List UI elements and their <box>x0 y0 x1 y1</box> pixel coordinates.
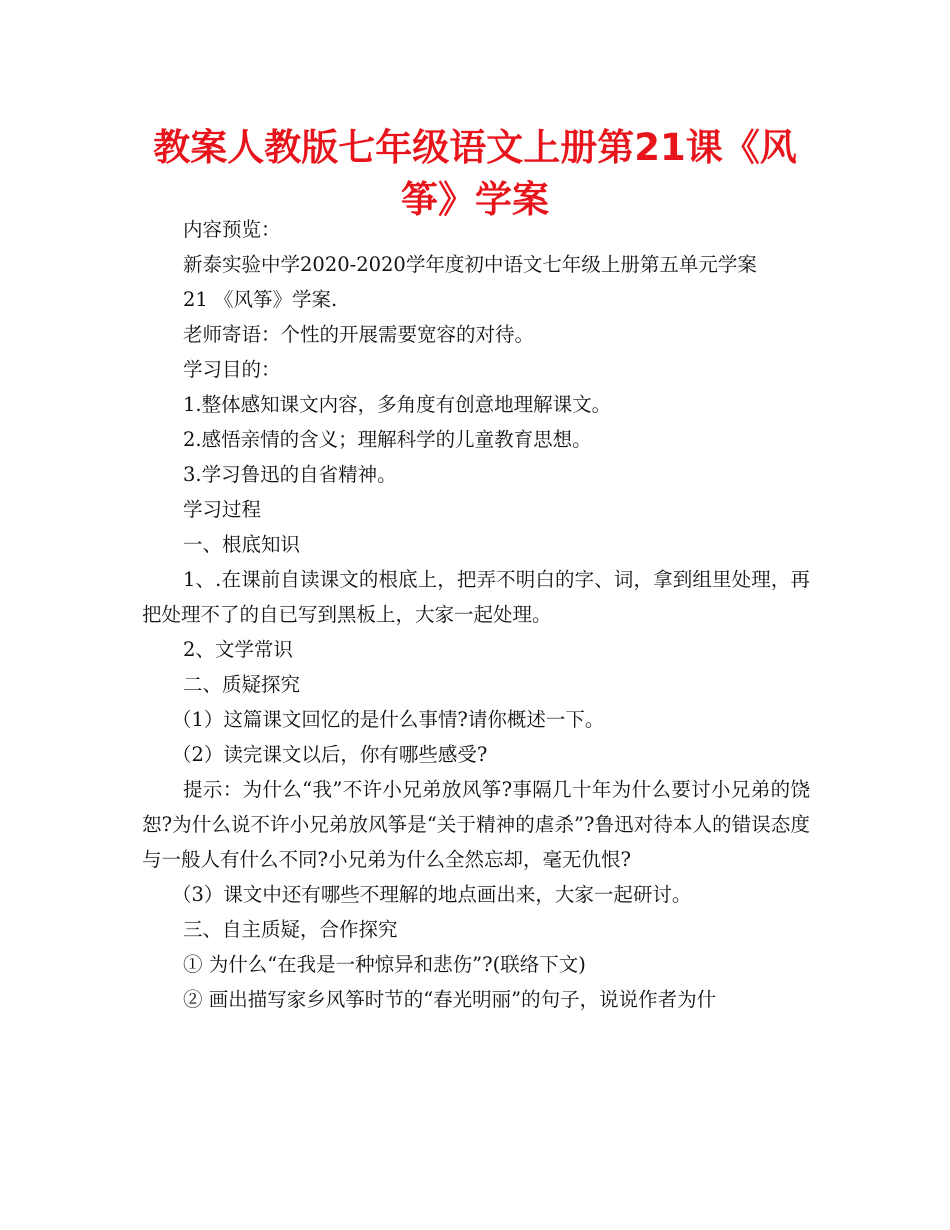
paragraph: 3.学习鲁迅的自省精神。 <box>183 463 397 486</box>
document-title: 教案人教版七年级语文上册第21课《风筝》学案 <box>153 126 797 221</box>
paragraph: 21 《风筝》学案. <box>183 288 338 311</box>
paragraph: （3）课文中还有哪些不理解的地点画出来，大家一起研讨。 <box>172 883 692 906</box>
paragraph: 2、文学常识 <box>183 638 293 661</box>
paragraph: 1、.在课前自读课文的根底上，把弄不明白的字、词，拿到组里处理，再把处理不了的自已写到黑板上，大家一起处理。 <box>142 568 810 626</box>
paragraph: （1）这篇课文回忆的是什么事情?请你概述一下。 <box>172 708 605 731</box>
paragraph: 二、质疑探究 <box>183 673 301 696</box>
paragraph: ① 为什么“在我是一种惊异和悲伤”?(联络下文) <box>183 953 586 976</box>
paragraph: 学习过程 <box>183 498 262 521</box>
paragraph: 2.感悟亲情的含义；理解科学的儿童教育思想。 <box>183 428 592 451</box>
paragraph: 新泰实验中学2020-2020学年度初中语文七年级上册第五单元学案 <box>183 253 757 276</box>
paragraph: 学习目的： <box>183 358 281 381</box>
paragraph: 提示：为什么“我”不许小兄弟放风筝?事隔几十年为什么要讨小兄弟的饶恕?为什么说不许小兄弟放风筝是“关于精神的虐杀”?鲁迅对待本人的错误态度与一般人有什么不同?小兄弟为什么全然忘却，毫无仇恨? <box>142 778 810 871</box>
paragraph: 内容预览： <box>183 218 281 241</box>
document-body <box>142 212 810 1017</box>
paragraph: （2）读完课文以后，你有哪些感受? <box>172 743 488 766</box>
paragraph: 老师寄语：个性的开展需要宽容的对待。 <box>183 323 535 346</box>
paragraph: ② 画出描写家乡风筝时节的“春光明丽”的句子，说说作者为什 <box>183 988 717 1011</box>
paragraph: 三、自主质疑，合作探究 <box>183 918 398 941</box>
paragraph: 1.整体感知课文内容，多角度有创意地理解课文。 <box>183 393 612 416</box>
paragraph: 一、根底知识 <box>183 533 301 556</box>
